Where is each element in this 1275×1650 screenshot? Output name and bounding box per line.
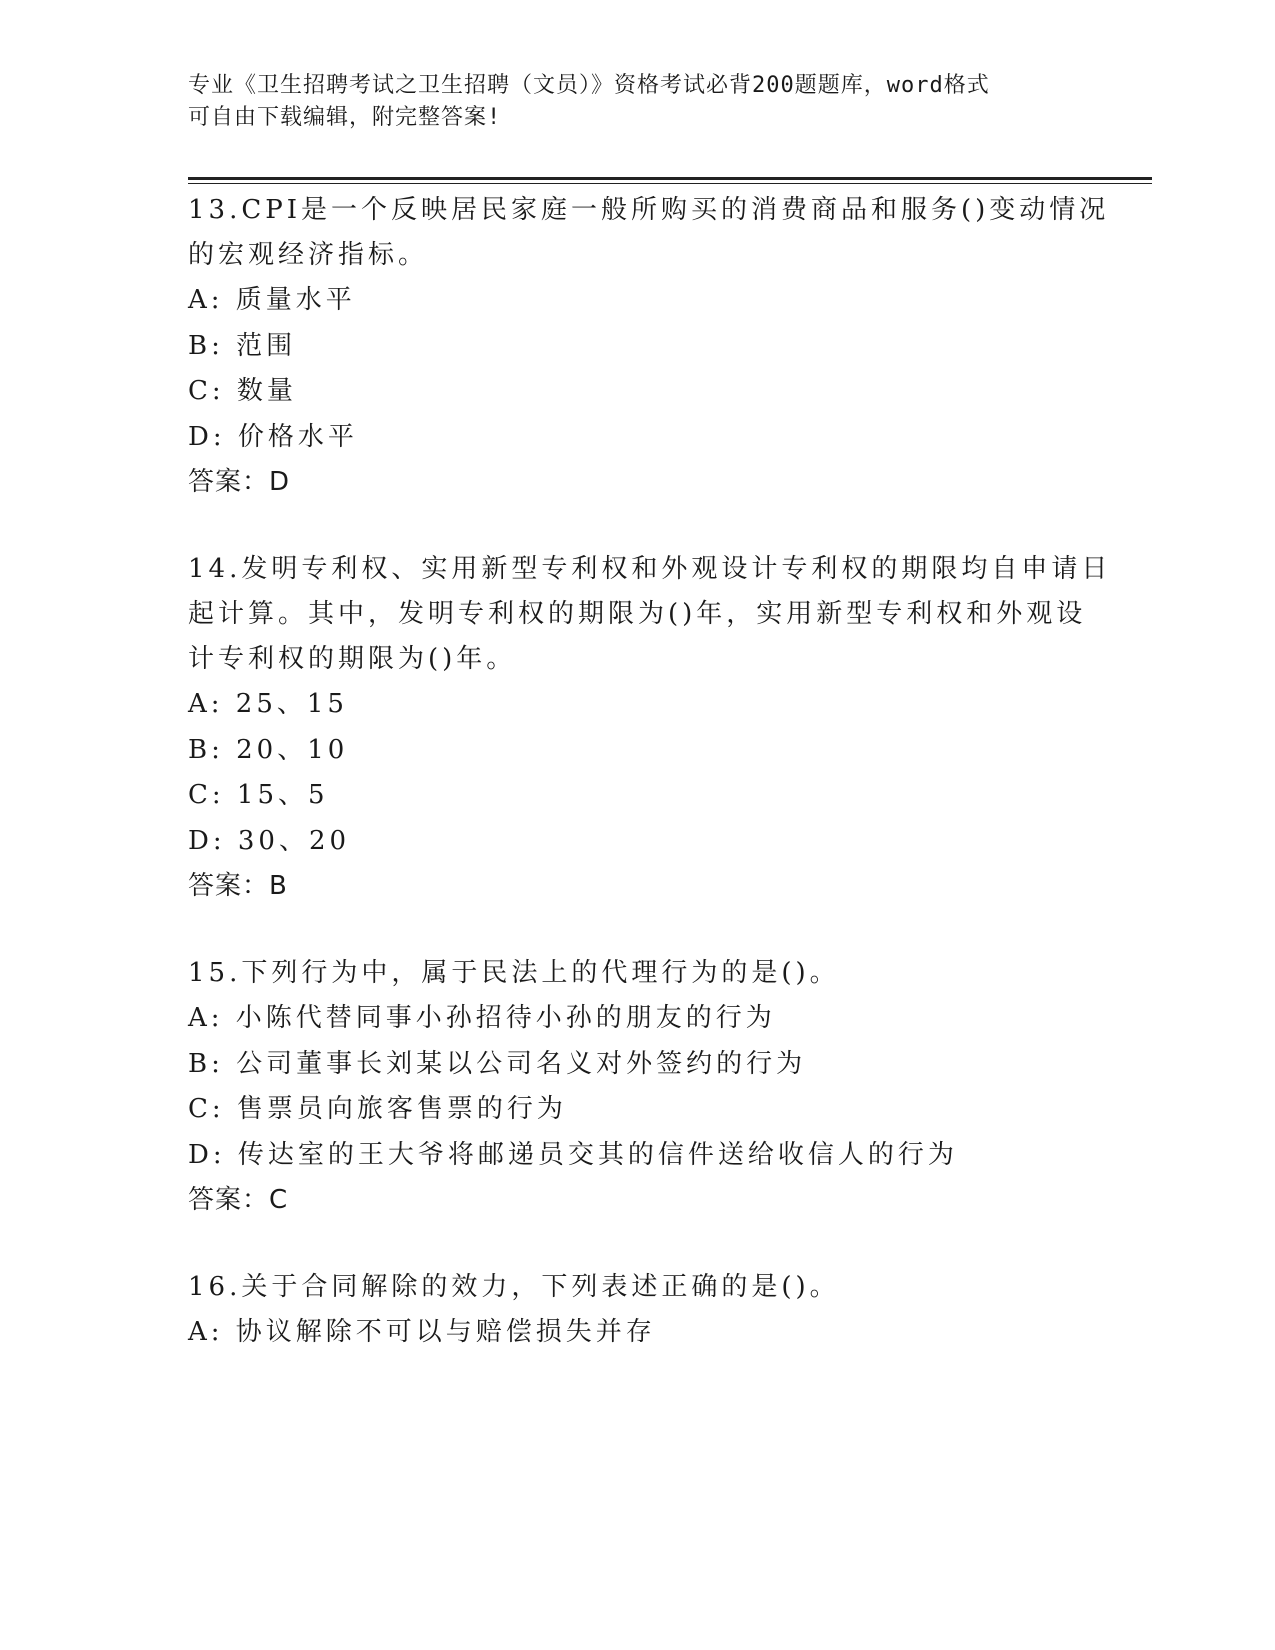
answer-label: 答案：C [188, 1185, 289, 1215]
question-list [188, 188, 1112, 1356]
header-line-2: 可自由下载编辑，附完整答案! [188, 105, 502, 130]
question-14 [188, 547, 1112, 908]
option-c: C: 15、5 [188, 780, 329, 810]
question-13 [188, 188, 1110, 504]
answer-label: 答案：D [188, 467, 291, 497]
question-text-line: 15.下列行为中，属于民法上的代理行为的是()。 [188, 958, 840, 988]
header-divider-thin [188, 183, 1152, 184]
question-16 [188, 1265, 1068, 1356]
option-c: C: 数量 [188, 376, 297, 406]
option-a: A: 25、15 [188, 689, 348, 719]
question-15 [188, 951, 1068, 1222]
header-line-1: 专业《卫生招聘考试之卫生招聘（文员）》资格考试必背200题题库，word格式 [188, 73, 990, 98]
question-spacer [188, 504, 1068, 547]
option-a: A: 小陈代替同事小孙招待小孙的朋友的行为 [188, 1003, 776, 1033]
document-header [188, 70, 1068, 134]
option-a: A: 质量水平 [188, 285, 356, 315]
option-b: B: 范围 [188, 330, 297, 361]
question-text-line: 13.CPI是一个反映居民家庭一般所购买的消费商品和服务()变动情况 [188, 195, 1110, 225]
question-spacer [188, 908, 1068, 951]
question-text-line: 16.关于合同解除的效力，下列表述正确的是()。 [188, 1272, 840, 1302]
option-a: A: 协议解除不可以与赔偿损失并存 [188, 1317, 656, 1347]
option-c: C: 售票员向旅客售票的行为 [188, 1094, 567, 1124]
option-b: B: 公司董事长刘某以公司名义对外签约的行为 [188, 1048, 807, 1079]
option-d: D: 价格水平 [188, 421, 358, 452]
question-text-line: 计专利权的期限为()年。 [188, 644, 517, 674]
question-text-line: 起计算。其中，发明专利权的期限为()年，实用新型专利权和外观设 [188, 599, 1087, 629]
option-b: B: 20、10 [188, 734, 349, 765]
question-text-line: 14.发明专利权、实用新型专利权和外观设计专利权的期限均自申请日 [188, 554, 1112, 584]
question-spacer [188, 1222, 1068, 1265]
option-d: D: 30、20 [188, 825, 351, 856]
option-d: D: 传达室的王大爷将邮递员交其的信件送给收信人的行为 [188, 1139, 958, 1170]
header-divider-thick [188, 177, 1152, 180]
answer-label: 答案：B [188, 871, 288, 901]
question-text-line: 的宏观经济指标。 [188, 240, 429, 270]
